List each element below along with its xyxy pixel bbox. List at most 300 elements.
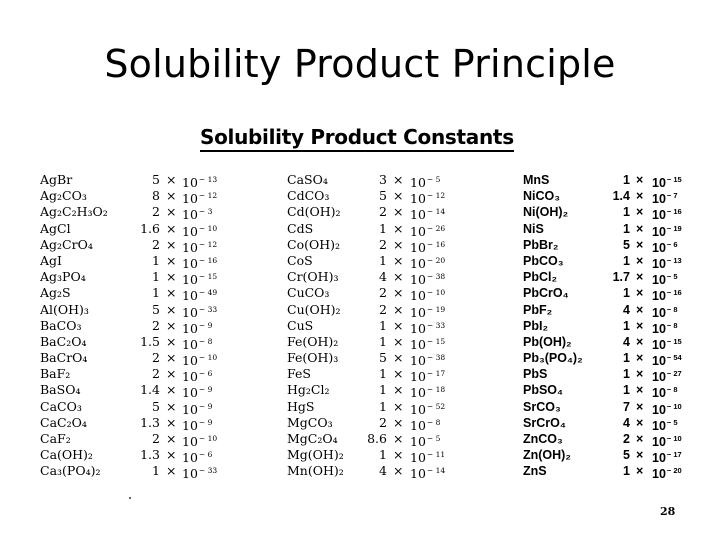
compound-formula: Ag₂S [40, 285, 71, 301]
power-base: 10 [410, 288, 426, 304]
ksp-coefficient: 4 [623, 334, 630, 349]
ksp-exponent: − 13 [198, 175, 218, 184]
ksp-exponent: − 6 [198, 369, 213, 379]
power-base: 10 [410, 353, 426, 369]
compound-formula: Ca(OH)₂ [40, 447, 93, 463]
ksp-exponent: − 10 [426, 288, 446, 298]
compound-formula: SrCO₃ [523, 399, 561, 414]
ksp-row [40, 285, 240, 304]
times-sign: × [636, 318, 644, 333]
power-base: 10 [182, 401, 198, 417]
compound-formula: MgCO₃ [287, 414, 333, 430]
ksp-row [40, 463, 240, 482]
ksp-row [523, 318, 713, 334]
power-base: 10 [182, 369, 198, 385]
times-sign: × [636, 173, 644, 187]
compound-formula: HgS [287, 398, 315, 414]
ksp-row [40, 221, 240, 237]
compound-formula: AgBr [40, 172, 73, 187]
ksp-exponent: − 12 [198, 191, 218, 201]
compound-formula: PbI₂ [523, 318, 548, 333]
ksp-row [287, 463, 487, 482]
compound-formula: PbF₂ [523, 302, 553, 317]
ksp-exponent: − 10 [198, 223, 218, 233]
ksp-row [40, 302, 240, 318]
ksp-exponent: − 15 [666, 175, 682, 184]
times-sign: × [166, 236, 177, 252]
times-sign: × [166, 333, 177, 349]
ksp-coefficient: 5 [623, 237, 630, 252]
times-sign: × [166, 350, 177, 366]
ksp-coefficient: 7 [623, 399, 630, 414]
compound-formula: MnS [523, 173, 550, 187]
ksp-coefficient: 4 [379, 463, 387, 479]
compound-formula: CoS [287, 252, 313, 268]
compound-formula: Ag₂C₂H₃O₂ [40, 204, 108, 220]
times-sign: × [393, 414, 404, 430]
ksp-row [40, 188, 240, 207]
compound-formula: Cr(OH)₃ [287, 269, 339, 285]
ksp-coefficient: 1 [152, 252, 160, 268]
compound-formula: MgC₂O₄ [287, 431, 338, 446]
ksp-exponent: − 15 [666, 336, 682, 346]
ksp-exponent: − 8 [426, 417, 441, 427]
ksp-row [40, 334, 240, 350]
power-base: 10 [182, 466, 198, 482]
times-sign: × [636, 205, 644, 220]
ksp-exponent: − 8 [666, 385, 678, 395]
power-base: 10 [410, 223, 426, 239]
times-sign: × [636, 334, 644, 349]
compound-formula: ZnCO₃ [523, 432, 563, 446]
power-base: 10 [652, 176, 666, 190]
power-base: 10 [652, 273, 666, 288]
times-sign: × [166, 172, 177, 187]
times-sign: × [393, 350, 404, 366]
ksp-coefficient: 2 [379, 301, 387, 317]
ksp-coefficient: 1.5 [140, 333, 160, 349]
scan-speck [129, 497, 131, 499]
compound-formula: FeS [287, 366, 311, 382]
compound-formula: PbBr₂ [523, 237, 559, 252]
compound-formula: Ag₃PO₄ [40, 269, 86, 285]
ksp-row [287, 204, 487, 223]
power-base: 10 [410, 175, 426, 190]
times-sign: × [636, 253, 644, 268]
ksp-power [410, 463, 445, 482]
ksp-coefficient: 1 [379, 366, 387, 382]
ksp-exponent: − 20 [426, 255, 446, 265]
ksp-exponent: − 17 [666, 450, 682, 460]
ksp-coefficient: 5 [152, 301, 160, 317]
ksp-row [40, 237, 240, 253]
compound-formula: PbCO₃ [523, 253, 564, 268]
ksp-coefficient: 1.3 [140, 414, 160, 430]
power-base: 10 [652, 435, 666, 449]
times-sign: × [636, 302, 644, 317]
ksp-coefficient: 1 [379, 447, 387, 463]
power-base: 10 [652, 256, 666, 271]
ksp-row [287, 334, 487, 350]
ksp-row [287, 366, 487, 385]
ksp-coefficient: 1 [379, 317, 387, 333]
ksp-coefficient: 2 [623, 432, 630, 446]
times-sign: × [636, 351, 644, 366]
ksp-coefficient: 4 [623, 415, 630, 430]
power-base: 10 [182, 255, 198, 271]
ksp-coefficient: 2 [152, 431, 160, 446]
ksp-coefficient: 2 [152, 204, 160, 220]
ksp-row [287, 447, 487, 466]
ksp-coefficient: 1 [379, 333, 387, 349]
ksp-row [287, 350, 487, 369]
ksp-coefficient: 1 [379, 398, 387, 414]
ksp-column-3 [523, 172, 713, 480]
power-base: 10 [410, 466, 426, 482]
ksp-exponent: − 9 [198, 320, 213, 330]
ksp-exponent: − 7 [666, 191, 678, 201]
times-sign: × [166, 317, 177, 333]
ksp-row [523, 350, 713, 369]
times-sign: × [636, 415, 644, 430]
ksp-exponent: − 15 [198, 272, 218, 282]
ksp-row [523, 415, 713, 431]
times-sign: × [636, 367, 644, 382]
ksp-coefficient: 4 [623, 302, 630, 317]
ksp-exponent: − 33 [426, 320, 446, 330]
ksp-row [287, 431, 487, 447]
power-base: 10 [652, 305, 666, 320]
ksp-row [40, 269, 240, 288]
ksp-coefficient: 2 [152, 366, 160, 382]
times-sign: × [166, 220, 177, 236]
compound-formula: Hg₂Cl₂ [287, 382, 330, 398]
ksp-exponent: − 6 [666, 239, 678, 249]
ksp-coefficient: 1 [379, 382, 387, 398]
power-base: 10 [182, 175, 198, 190]
ksp-row [523, 285, 713, 304]
compound-formula: Mg(OH)₂ [287, 447, 344, 463]
power-base: 10 [182, 288, 198, 304]
times-sign: × [393, 220, 404, 236]
ksp-exponent: − 12 [426, 191, 446, 201]
compound-formula: BaCrO₄ [40, 350, 88, 366]
times-sign: × [393, 398, 404, 414]
times-sign: × [393, 172, 404, 187]
times-sign: × [636, 464, 644, 479]
times-sign: × [393, 366, 404, 382]
ksp-exponent: − 5 [666, 272, 678, 282]
power-base: 10 [652, 337, 666, 352]
ksp-row [523, 221, 713, 237]
times-sign: × [393, 301, 404, 317]
power-base: 10 [182, 223, 198, 239]
times-sign: × [393, 204, 404, 220]
ksp-exponent: − 27 [666, 369, 682, 379]
power-base: 10 [182, 239, 198, 255]
compound-formula: Pb(OH)₂ [523, 334, 572, 349]
power-base: 10 [410, 434, 426, 449]
ksp-row [287, 318, 487, 334]
ksp-row [40, 415, 240, 431]
times-sign: × [166, 285, 177, 301]
compound-formula: CaC₂O₄ [40, 414, 87, 430]
ksp-exponent: − 8 [198, 336, 213, 346]
times-sign: × [166, 366, 177, 382]
power-base: 10 [182, 450, 198, 466]
ksp-coefficient: 2 [152, 236, 160, 252]
compound-formula: CdS [287, 220, 314, 236]
ksp-exponent: − 10 [666, 434, 682, 443]
times-sign: × [166, 269, 177, 285]
times-sign: × [166, 301, 177, 317]
ksp-exponent: − 13 [666, 255, 682, 265]
ksp-row [287, 188, 487, 207]
ksp-exponent: − 9 [198, 417, 213, 427]
times-sign: × [393, 236, 404, 252]
ksp-row [40, 318, 240, 334]
power-base: 10 [652, 467, 666, 482]
ksp-exponent: − 15 [426, 336, 446, 346]
compound-formula: AgI [40, 252, 62, 268]
ksp-exponent: − 10 [198, 353, 218, 363]
ksp-exponent: − 10 [198, 434, 218, 443]
ksp-coefficient: 4 [379, 269, 387, 285]
times-sign: × [166, 204, 177, 220]
compound-formula: Fe(OH)₂ [287, 333, 339, 349]
power-base: 10 [410, 401, 426, 417]
ksp-coefficient: 1.7 [612, 270, 630, 285]
times-sign: × [393, 252, 404, 268]
ksp-exponent: − 14 [426, 207, 446, 217]
ksp-coefficient: 1.6 [140, 220, 160, 236]
ksp-exponent: − 38 [426, 353, 446, 363]
power-base: 10 [410, 239, 426, 255]
ksp-coefficient: 1 [152, 463, 160, 479]
ksp-exponent: − 52 [426, 401, 446, 411]
ksp-exponent: − 9 [198, 385, 213, 395]
times-sign: × [166, 398, 177, 414]
ksp-exponent: − 9 [198, 401, 213, 411]
ksp-coefficient: 2 [379, 285, 387, 301]
ksp-coefficient: 1.3 [140, 447, 160, 463]
ksp-exponent: − 6 [198, 450, 213, 460]
ksp-exponent: − 49 [198, 288, 218, 298]
compound-formula: PbS [523, 367, 548, 382]
ksp-coefficient: 1 [623, 173, 630, 187]
ksp-row [523, 204, 713, 223]
power-base: 10 [410, 207, 426, 223]
ksp-exponent: − 19 [426, 304, 446, 314]
ksp-exponent: − 8 [666, 320, 678, 330]
ksp-exponent: − 38 [426, 272, 446, 282]
power-base: 10 [652, 354, 666, 369]
compound-formula: Ag₂CO₃ [40, 188, 87, 204]
times-sign: × [393, 333, 404, 349]
compound-formula: CuS [287, 317, 314, 333]
ksp-coefficient: 5 [379, 188, 387, 204]
ksp-row [523, 463, 713, 482]
times-sign: × [166, 188, 177, 204]
power-base: 10 [652, 451, 666, 466]
ksp-row [523, 447, 713, 466]
power-base: 10 [182, 385, 198, 401]
compound-formula: SrCrO₄ [523, 415, 566, 430]
ksp-row [287, 221, 487, 237]
times-sign: × [636, 189, 644, 204]
ksp-coefficient: 2 [379, 236, 387, 252]
times-sign: × [166, 447, 177, 463]
power-base: 10 [410, 417, 426, 433]
ksp-exponent: − 33 [198, 466, 218, 476]
power-base: 10 [182, 320, 198, 336]
compound-formula: CaCO₃ [40, 398, 82, 414]
table-title [200, 125, 518, 149]
ksp-coefficient: 1 [623, 464, 630, 479]
power-base: 10 [652, 192, 666, 207]
times-sign: × [393, 431, 404, 446]
ksp-column-1 [40, 172, 240, 480]
ksp-row [40, 350, 240, 369]
power-base: 10 [182, 304, 198, 320]
ksp-coefficient: 1 [152, 285, 160, 301]
ksp-row [287, 237, 487, 253]
ksp-coefficient: 1 [623, 351, 630, 366]
ksp-row [287, 172, 487, 188]
times-sign: × [393, 463, 404, 479]
ksp-row [40, 366, 240, 385]
ksp-coefficient: 1 [379, 220, 387, 236]
ksp-row [523, 431, 713, 447]
ksp-coefficient: 1.4 [612, 189, 630, 204]
times-sign: × [393, 382, 404, 398]
ksp-row [287, 382, 487, 401]
ksp-row [40, 447, 240, 466]
ksp-coefficient: 8 [152, 188, 160, 204]
compound-formula: ZnS [523, 464, 547, 479]
slide-title: Solubility Product Principle [104, 42, 616, 86]
ksp-coefficient: 1 [623, 205, 630, 220]
ksp-coefficient: 1.4 [140, 382, 160, 398]
ksp-row [287, 285, 487, 304]
compound-formula: BaSO₄ [40, 382, 81, 398]
ksp-exponent: − 16 [426, 239, 446, 249]
ksp-row [287, 415, 487, 431]
ksp-row [523, 382, 713, 401]
power-base: 10 [652, 321, 666, 336]
power-base: 10 [652, 289, 666, 304]
ksp-exponent: − 10 [666, 401, 682, 411]
compound-formula: AgCl [40, 220, 71, 236]
power-base: 10 [410, 272, 426, 288]
ksp-row [523, 366, 713, 385]
ksp-row [40, 382, 240, 401]
power-base: 10 [410, 336, 426, 352]
ksp-power [652, 463, 682, 482]
times-sign: × [636, 221, 644, 236]
table-title-text: Solubility Product Constants [200, 125, 514, 152]
power-base: 10 [182, 353, 198, 369]
power-base: 10 [410, 369, 426, 385]
power-base: 10 [182, 191, 198, 207]
ksp-exponent: − 19 [666, 223, 682, 233]
ksp-exponent: − 5 [666, 417, 678, 427]
power-base: 10 [182, 417, 198, 433]
ksp-coefficient: 5 [152, 398, 160, 414]
ksp-row [287, 399, 487, 415]
compound-formula: Fe(OH)₃ [287, 350, 339, 366]
ksp-exponent: − 54 [666, 353, 682, 363]
ksp-exponent: − 20 [666, 466, 682, 476]
ksp-row [523, 302, 713, 318]
times-sign: × [393, 447, 404, 463]
compound-formula: CaSO₄ [287, 172, 328, 187]
ksp-row [523, 237, 713, 253]
ksp-row [40, 431, 240, 447]
ksp-column-2 [287, 172, 487, 480]
compound-formula: Pb₃(PO₄)₂ [523, 351, 583, 366]
power-base: 10 [410, 320, 426, 336]
times-sign: × [166, 382, 177, 398]
times-sign: × [636, 286, 644, 301]
compound-formula: CdCO₃ [287, 188, 330, 204]
compound-formula: PbCrO₄ [523, 286, 569, 301]
power-base: 10 [652, 370, 666, 385]
ksp-row [40, 204, 240, 223]
times-sign: × [393, 269, 404, 285]
compound-formula: Zn(OH)₂ [523, 448, 571, 463]
power-base: 10 [410, 304, 426, 320]
times-sign: × [636, 448, 644, 463]
compound-formula: NiS [523, 221, 544, 236]
ksp-power [182, 463, 217, 482]
compound-formula: PbCl₂ [523, 270, 558, 285]
ksp-coefficient: 1 [152, 269, 160, 285]
compound-formula: BaC₂O₄ [40, 333, 87, 349]
ksp-exponent: − 16 [666, 207, 682, 217]
ksp-coefficient: 3 [379, 172, 387, 187]
times-sign: × [636, 432, 644, 446]
compound-formula: CaF₂ [40, 431, 71, 446]
compound-formula: Cd(OH)₂ [287, 204, 341, 220]
ksp-exponent: − 16 [198, 255, 218, 265]
times-sign: × [166, 414, 177, 430]
ksp-row [523, 253, 713, 269]
ksp-row [523, 399, 713, 415]
compound-formula: BaCO₃ [40, 317, 82, 333]
power-base: 10 [182, 272, 198, 288]
power-base: 10 [182, 336, 198, 352]
compound-formula: Ag₂CrO₄ [40, 236, 93, 252]
compound-formula: Co(OH)₂ [287, 236, 341, 252]
ksp-exponent: − 12 [198, 239, 218, 249]
power-base: 10 [410, 191, 426, 207]
power-base: 10 [652, 224, 666, 239]
ksp-coefficient: 1 [623, 286, 630, 301]
compound-formula: Ca₃(PO₄)₂ [40, 463, 101, 479]
ksp-coefficient: 2 [379, 204, 387, 220]
ksp-exponent: − 3 [198, 207, 213, 217]
times-sign: × [636, 237, 644, 252]
compound-formula: Ni(OH)₂ [523, 205, 569, 220]
ksp-coefficient: 1 [379, 252, 387, 268]
ksp-coefficient: 1 [623, 221, 630, 236]
times-sign: × [166, 463, 177, 479]
compound-formula: CuCO₃ [287, 285, 330, 301]
times-sign: × [393, 188, 404, 204]
times-sign: × [636, 270, 644, 285]
power-base: 10 [652, 208, 666, 223]
